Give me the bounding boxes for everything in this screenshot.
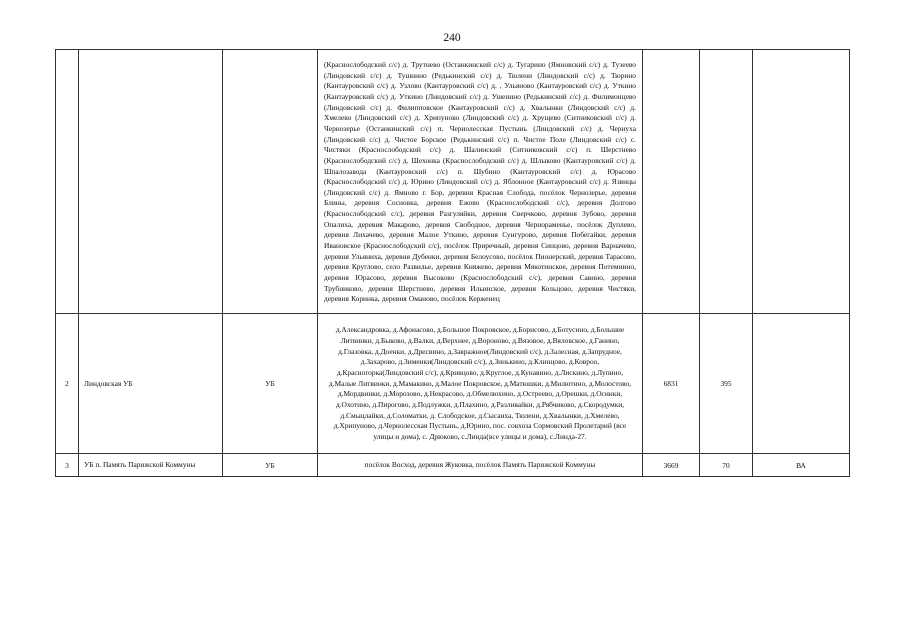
institution-name-text: УБ п. Память Парижской Коммуны <box>84 460 196 470</box>
count-cell: 70 <box>700 454 753 477</box>
population-cell <box>643 50 700 314</box>
service-area-cell <box>318 454 643 477</box>
institution-type-cell: УБ <box>223 314 318 454</box>
service-area-cell <box>318 50 643 314</box>
institution-name-cell: Линдовская УБ <box>79 314 223 454</box>
note-cell <box>753 314 850 454</box>
count-cell <box>700 50 753 314</box>
institution-type-cell: УБ <box>223 454 318 477</box>
service-area-text: (Краснослободский с/с) д. Трутнево (Останкинский с/с) д. Тугарино (Ямновский с/с) д. Тузеево (Линдовский с/с) д. Тушнино (Редькинский с/с) д. Тюлени (Линдовский с/с) д. Тюрино (Кантауровский с/с) д. Узлово (Кантауровский с/с) д. , Ульяново (Кантауровский с/с) д. Уткино (Кантауровский с/с) д. Уткино (Линдовский с/с) д. Ушенино (Редькинский с/с) д. Филимонцево (Линдовский с/с) д. Филипповское (Кантауровский с/с) д. Хвалынки (Линдовский с/с) д. Хмелево (Линдовский с/с) д. Хрипуново (Линдовский с/с) д. Хрущево (Ситниковский с/с) д. Чернозерье (Останкинский с/с) п. Чернолесская Пустынь (Линдовский с/с) д. Чернуха (Линдовский с/с) д. Чистое Борское (Редькинский с/с) п. Чистое Поле (Линдовский с/с) с. Чистяки (Краснослободский с/с) д. Шалинский (Ситниковский с/с) п. Шерстнево (Краснослободский с/с) д. Шехонка (Краснослободский с/с) д. Шлыково (Кантауровский с/с) д. Шпалозавода (Кантауровский с/с) п. Шубино (Кантауровский с/с) д. Юрасово (Краснослободский с/с) д. Юрино (Линдовский с/с) д. Яблонное (Кантауровский с/с) д. Язвицы (Линдовский с/с) д. Ямново г. Бор, деревня Красная Слобода, посёлок Чернозерье, деревня Блины, деревня Сосновка, деревня Ежово (Краснослободский с/с), деревня Долгово (Краснослободский с/с), деревня Разгуляйки, деревня Сверчково, деревня Зубово, деревня Опалиха, деревня Макарово, деревня Свободное, деревня Чернораменье, посёлок Дуплево, деревня Лихачево, деревня Малое Уткино, деревня Сунгурово, деревня Побегайки, деревня Ивановское (Краснослободский с/с), посёлок Приречный, деревня Синцово, деревня Варначево, деревня Ульяниха, деревня Дубенки, деревня Белоусово, посёлок Пионерский, деревня Тарасово, деревня Круглово, село Развилье, деревня Княжево, деревня Мякотинское, деревня Потемнино, деревня Юрасово, деревня Высоково (Краснослободский с/с), деревня Савино, деревня Трубниково, деревня Шерстнево, деревня Ильинское, деревня Кольцово, деревня Чистяки, деревня Коринка, деревня Оманово, посёлок Керженец <box>324 59 636 304</box>
table-row <box>56 314 850 454</box>
count-cell: 395 <box>700 314 753 454</box>
settlements-table <box>55 49 850 477</box>
table-row <box>56 50 850 314</box>
institution-type-cell <box>223 50 318 314</box>
page-number: 240 <box>443 32 461 44</box>
row-number-cell: 3 <box>56 454 79 477</box>
service-area-cell <box>318 314 643 454</box>
service-area-text: д.Александровка, д.Афонасово, д.Большое Покровское, д.Борисово, д.Ботусино, д.Большие Литвинки, д.Быково, д.Валки, д.Верхнее, д.Вороново, д.Вязовое, д.Вяловское, д.Ганино, д.Глазовка, д.Доенки, д.Дресвино, д.Завражное(Линдовский с/с), д.Залесная, д.Запрудное, д.Захарово, д.Зименки(Линдовский с/с), д.Зинькино, д.Клинцово, д.Ковроо, д.Красногорка(Линдовский с/с), д.Кривцово, д.Круглое, д.Кунавино, д.Лискино, д.Лупино, д.Малые Литвинки, д.Мамакино, д.Малое Покровское, д.Матюшки, д.Милютино, д.Молостово, д.Мордвинки, д.Морозово, д.Некрасово, д.Обмелюхино, д.Остреево, д.Орешки, д.Осинки, д.Охотино, д.Пирогово, д.Подлужки, д.Плахино, д.Разливайки, д.Рябчиково, д.Скородумки, д.Смыцлайки, д.Соломатки, д. Слободское, д.Сысаиха, Тюлени, д.Хвалынки, д.Хмелево, д.Хрипуново, д.Чернолесская Пустынь, д.Юрино, пос. совхоза Сормовский Пролетарий (все улицы и дома), с. Дрюково, с.Линда(все улицы и дома), с.Линда-27. <box>328 325 632 441</box>
row-number-cell <box>56 50 79 314</box>
institution-name-cell <box>79 454 223 477</box>
population-cell: 3669 <box>643 454 700 477</box>
note-cell <box>753 50 850 314</box>
service-area-text: посёлок Восход, деревня Жуковка, посёлок Память Парижской Коммуны <box>364 460 596 469</box>
row-number-cell: 2 <box>56 314 79 454</box>
institution-name-cell <box>79 50 223 314</box>
population-cell: 6831 <box>643 314 700 454</box>
table-row <box>56 454 850 477</box>
note-cell: ВА <box>753 454 850 477</box>
